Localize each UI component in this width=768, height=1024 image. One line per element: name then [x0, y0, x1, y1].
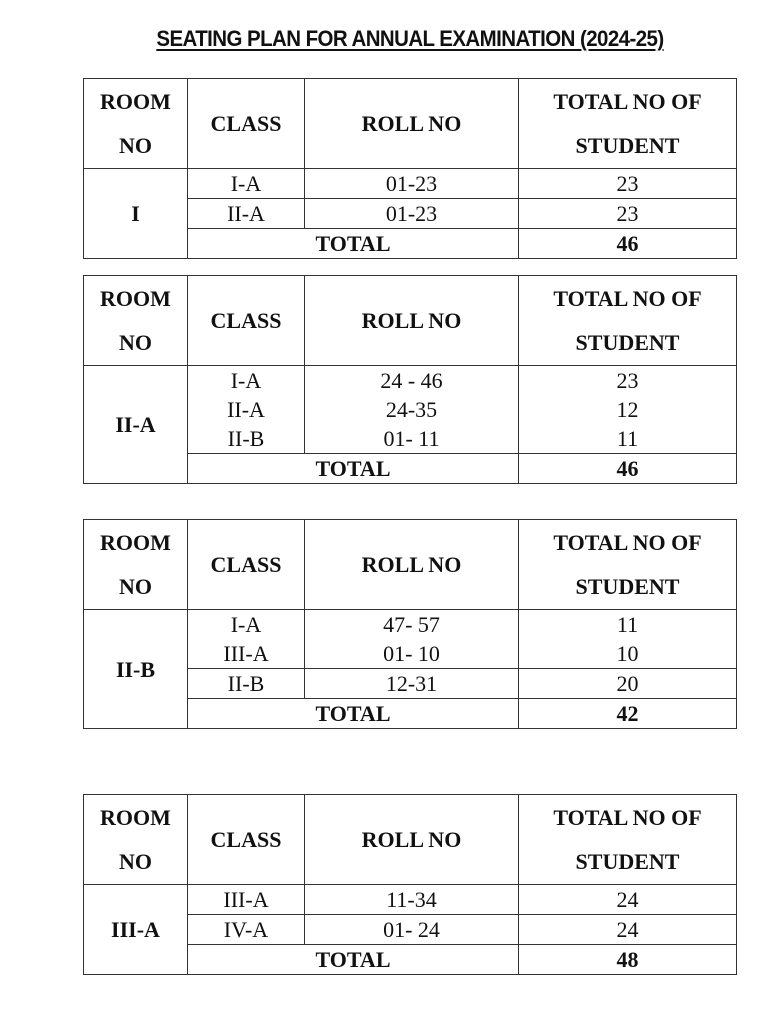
header-room-no	[84, 520, 188, 610]
header-total-students	[519, 276, 737, 366]
roll-cell: 01- 11	[305, 424, 519, 454]
page-title: SEATING PLAN FOR ANNUAL EXAMINATION (2024-25)	[156, 26, 664, 51]
header-total-line2: STUDENT	[575, 329, 680, 355]
total-label: TOTAL	[188, 699, 519, 729]
total-value: 48	[519, 945, 737, 975]
table-row	[84, 610, 737, 640]
room-number: II-A	[84, 366, 188, 484]
count-cell: 24	[519, 915, 737, 945]
header-room-line1: ROOM	[100, 529, 171, 555]
table-row	[84, 885, 737, 915]
roll-cell: 01-23	[305, 199, 519, 229]
roll-cell: 01- 24	[305, 915, 519, 945]
header-room-line2: NO	[119, 573, 152, 599]
header-room-line2: NO	[119, 329, 152, 355]
count-cell: 20	[519, 669, 737, 699]
header-total-line1: TOTAL NO OF	[553, 88, 702, 114]
roll-cell: 11-34	[305, 885, 519, 915]
header-roll-no: ROLL NO	[305, 520, 519, 610]
header-room-line1: ROOM	[100, 804, 171, 830]
header-total-line1: TOTAL NO OF	[553, 804, 702, 830]
roll-cell: 12-31	[305, 669, 519, 699]
table-row	[84, 169, 737, 199]
header-class: CLASS	[188, 795, 305, 885]
header-class: CLASS	[188, 520, 305, 610]
seating-table-room-ii-a	[83, 275, 737, 484]
class-cell: I-A	[188, 610, 305, 640]
total-label: TOTAL	[188, 945, 519, 975]
class-cell: I-A	[188, 169, 305, 199]
header-row	[84, 79, 737, 169]
room-number: III-A	[84, 885, 188, 975]
header-roll-no: ROLL NO	[305, 795, 519, 885]
total-value: 42	[519, 699, 737, 729]
count-cell: 12	[519, 395, 737, 424]
count-cell: 23	[519, 366, 737, 396]
count-cell: 11	[519, 424, 737, 454]
roll-cell: 01-23	[305, 169, 519, 199]
count-cell: 23	[519, 169, 737, 199]
header-total-students	[519, 79, 737, 169]
header-class: CLASS	[188, 276, 305, 366]
count-cell: 24	[519, 885, 737, 915]
header-room-line1: ROOM	[100, 88, 171, 114]
table-row	[84, 366, 737, 396]
header-room-no	[84, 79, 188, 169]
header-room-no	[84, 276, 188, 366]
header-total-line2: STUDENT	[575, 132, 680, 158]
header-roll-no: ROLL NO	[305, 276, 519, 366]
header-row	[84, 795, 737, 885]
roll-cell: 24-35	[305, 395, 519, 424]
class-cell: II-B	[188, 424, 305, 454]
header-room-line2: NO	[119, 848, 152, 874]
header-room-line1: ROOM	[100, 285, 171, 311]
count-cell: 11	[519, 610, 737, 640]
class-cell: II-B	[188, 669, 305, 699]
roll-cell: 24 - 46	[305, 366, 519, 396]
seating-table-room-iii-a	[83, 794, 737, 975]
count-cell: 10	[519, 639, 737, 669]
count-cell: 23	[519, 199, 737, 229]
class-cell: III-A	[188, 885, 305, 915]
header-room-line2: NO	[119, 132, 152, 158]
header-total-students	[519, 520, 737, 610]
room-number: II-B	[84, 610, 188, 729]
total-label: TOTAL	[188, 454, 519, 484]
header-row	[84, 520, 737, 610]
total-value: 46	[519, 229, 737, 259]
header-roll-no: ROLL NO	[305, 79, 519, 169]
class-cell: III-A	[188, 639, 305, 669]
header-row	[84, 276, 737, 366]
header-total-line1: TOTAL NO OF	[553, 285, 702, 311]
roll-cell: 47- 57	[305, 610, 519, 640]
seating-table-room-ii-b	[83, 519, 737, 729]
total-value: 46	[519, 454, 737, 484]
total-label: TOTAL	[188, 229, 519, 259]
roll-cell: 01- 10	[305, 639, 519, 669]
class-cell: II-A	[188, 199, 305, 229]
header-total-line2: STUDENT	[575, 848, 680, 874]
header-total-students	[519, 795, 737, 885]
header-class: CLASS	[188, 79, 305, 169]
class-cell: I-A	[188, 366, 305, 396]
room-number: I	[84, 169, 188, 259]
class-cell: II-A	[188, 395, 305, 424]
seating-table-room-i	[83, 78, 737, 259]
header-room-no	[84, 795, 188, 885]
header-total-line1: TOTAL NO OF	[553, 529, 702, 555]
class-cell: IV-A	[188, 915, 305, 945]
header-total-line2: STUDENT	[575, 573, 680, 599]
